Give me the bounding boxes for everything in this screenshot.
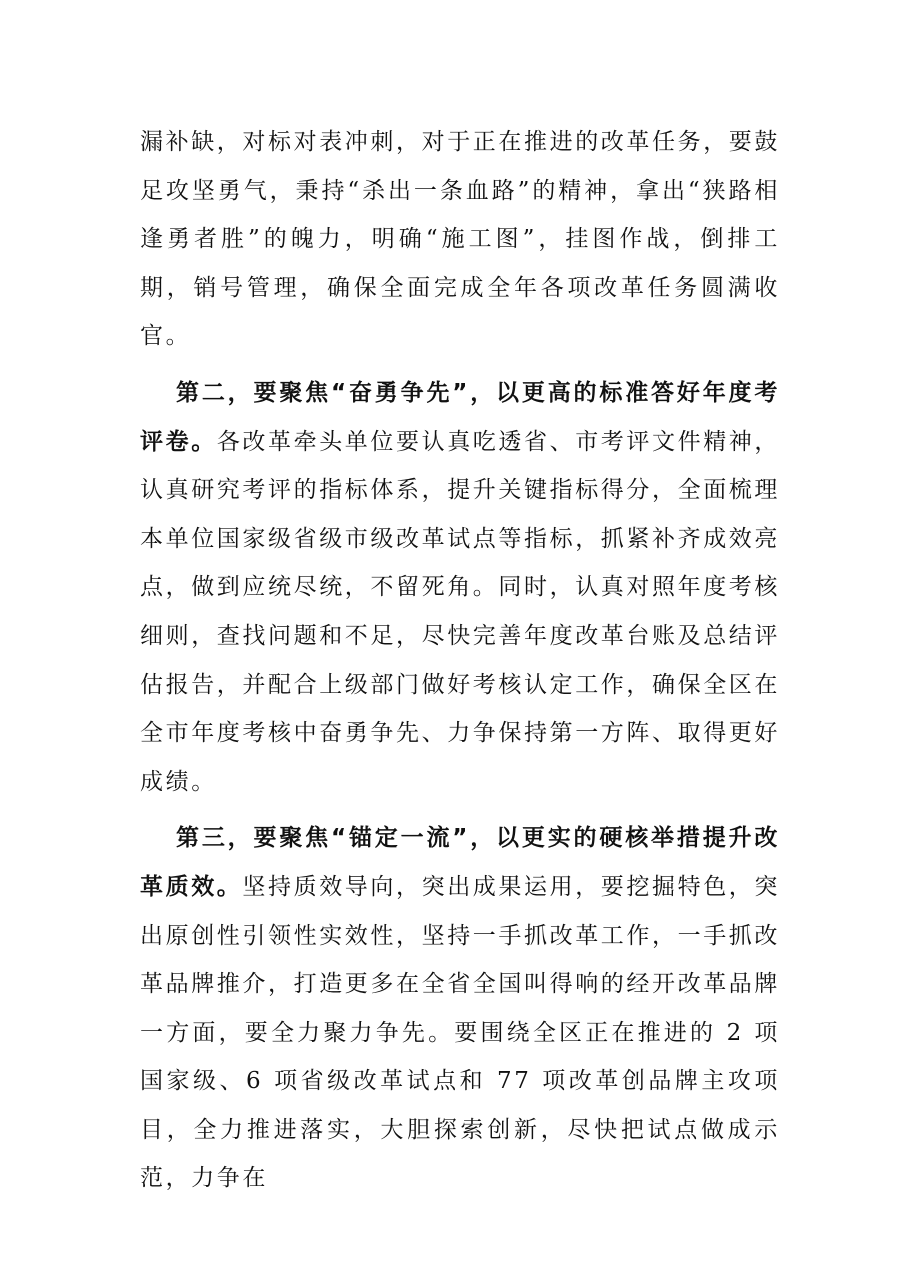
paragraph-3-heading: 第三，要聚焦“锚定一流”，以更实的硬核举措提升改革质效。 — [140, 825, 780, 900]
paragraph-third-point — [140, 814, 780, 1203]
paragraph-continuation — [140, 118, 780, 361]
paragraph-3-body: 坚持质效导向，突出成果运用，要挖掘特色，突出原创性引领性实效性，坚持一手抓改革工作，一手抓改革品牌推介，打造更多在全省全国叫得响的经开改革品牌一方面，要全力聚力争先。要围绕全区正在推进的 2 项国家级、6 项省级改革试点和 77 项改革创品牌主攻项目，全力推进落实，大胆探索创新，尽快把试点做成示范，力争在 — [140, 873, 781, 1192]
paragraph-1-body: 漏补缺，对标对表冲刺，对于正在推进的改革任务，要鼓足攻坚勇气，秉持“杀出一条血路”的精神，拿出“狭路相逢勇者胜”的魄力，明确“施工图”，挂图作战，倒排工期，销号管理，确保全面完成全年各项改革任务圆满收官。 — [140, 129, 780, 350]
paragraph-second-point — [140, 369, 780, 806]
document-body — [140, 118, 780, 1203]
paragraph-2-heading: 第二，要聚焦“奋勇争先”，以更高的标准答好年度考评卷。 — [140, 379, 780, 455]
paragraph-2-body: 各改革牵头单位要认真吃透省、市考评文件精神，认真研究考评的指标体系，提升关键指标得分，全面梳理本单位国家级省级市级改革试点等指标，抓紧补齐成效亮点，做到应统尽统，不留死角。同时，认真对照年度考核细则，查找问题和不足，尽快完善年度改革台账及总结评估报告，并配合上级部门做好考核认定工作，确保全区在全市年度考核中奋勇争先、力争保持第一方阵、取得更好成绩。 — [140, 428, 781, 795]
